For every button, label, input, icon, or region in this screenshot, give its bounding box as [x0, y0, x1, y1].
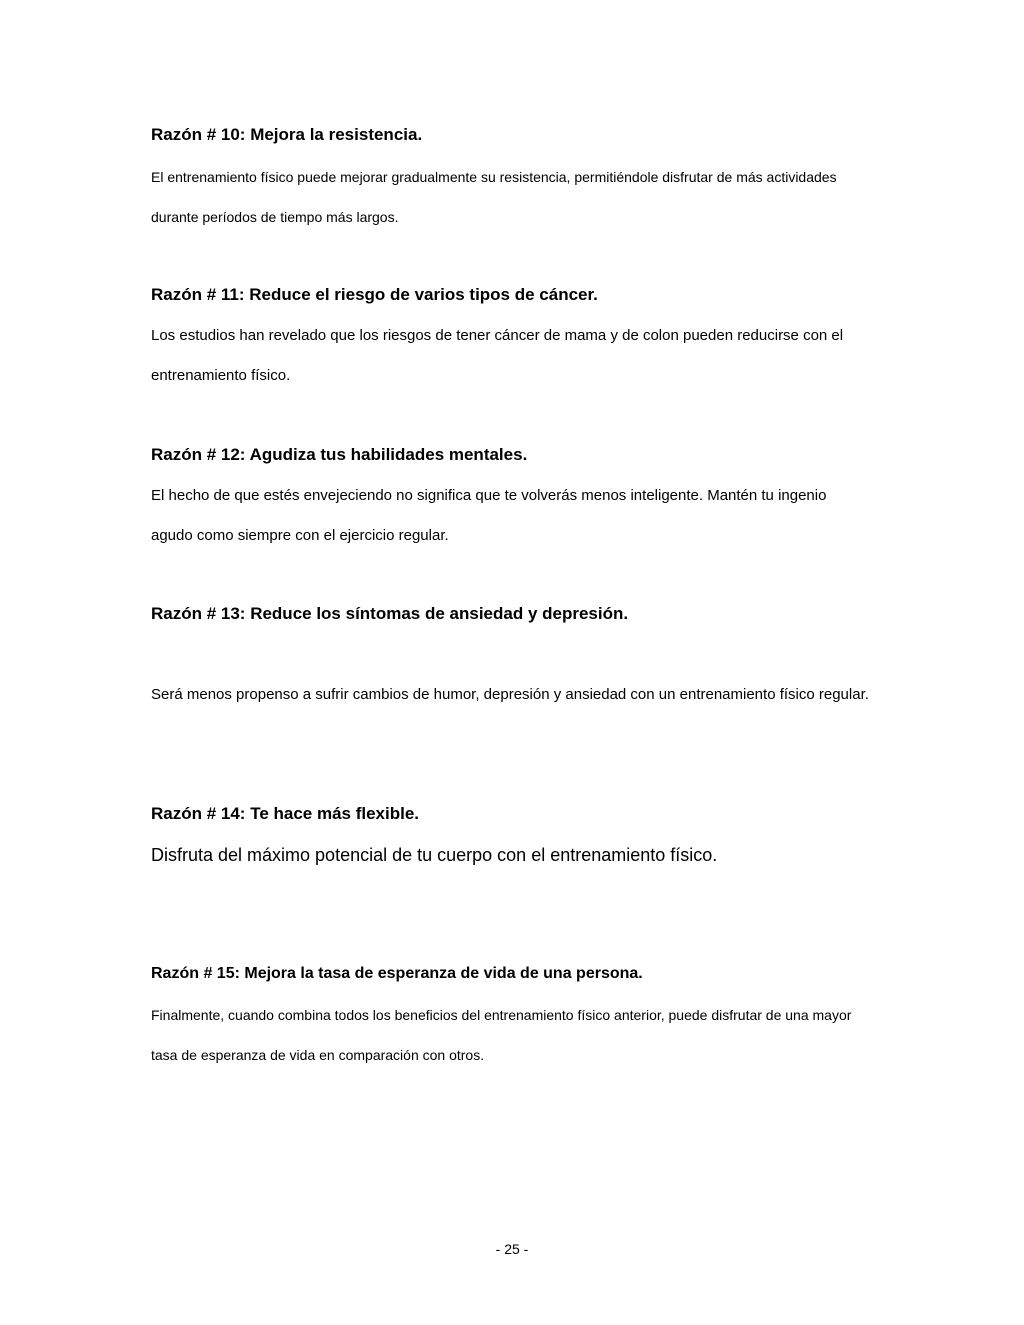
- section-body: Finalmente, cuando combina todos los beneficios del entrenamiento físico anterior, puede disfrutar de una mayor tasa de esperanza de vida en comparación con otros.: [151, 1007, 852, 1063]
- section-heading: Razón # 10: Mejora la resistencia.: [151, 125, 423, 144]
- section-reason-11: [151, 285, 891, 396]
- page-number: - 25 -: [495, 1241, 529, 1257]
- section-heading: Razón # 15: Mejora la tasa de esperanza de vida de una persona.: [151, 965, 643, 982]
- section-reason-10: [151, 125, 891, 237]
- section-body: Disfruta del máximo potencial de tu cuerpo con el entrenamiento físico.: [151, 845, 718, 865]
- section-reason-14: [151, 804, 891, 866]
- section-body: El entrenamiento físico puede mejorar gradualmente su resistencia, permitiéndole disfrutar de más actividades durante períodos de tiempo más largos.: [151, 169, 837, 225]
- section-reason-15: [151, 964, 891, 1075]
- section-body: Los estudios han revelado que los riesgos de tener cáncer de mama y de colon pueden reducirse con el entrenamiento físico.: [151, 327, 844, 384]
- section-heading: Razón # 14: Te hace más flexible.: [151, 804, 420, 823]
- section-body: El hecho de que estés envejeciendo no significa que te volverás menos inteligente. Mantén tu ingenio agudo como siempre con el ejercicio regular.: [151, 487, 827, 544]
- section-heading: Razón # 12: Agudiza tus habilidades mentales.: [151, 445, 528, 464]
- section-heading: Razón # 13: Reduce los síntomas de ansiedad y depresión.: [151, 604, 629, 623]
- section-reason-12: [151, 445, 891, 556]
- section-reason-13: [151, 604, 891, 715]
- section-body: Será menos propenso a sufrir cambios de humor, depresión y ansiedad con un entrenamiento físico regular.: [151, 686, 869, 703]
- section-heading: Razón # 11: Reduce el riesgo de varios tipos de cáncer.: [151, 285, 598, 304]
